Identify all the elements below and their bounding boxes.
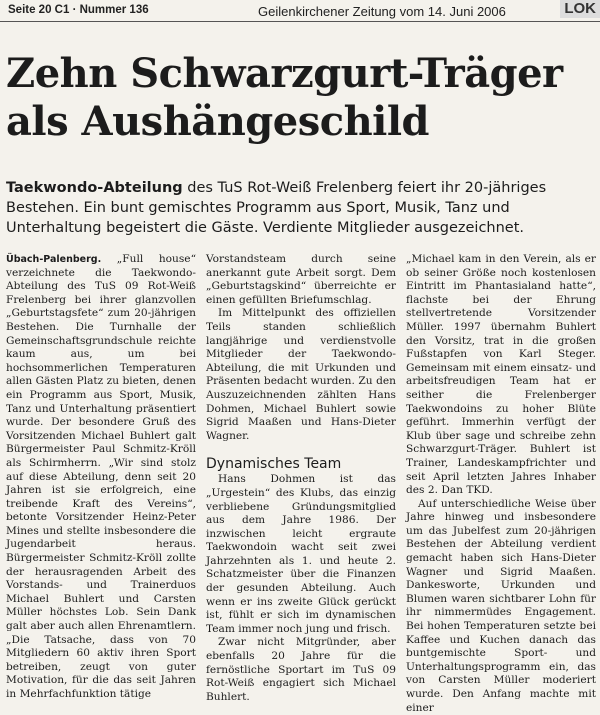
article-headline: [6, 50, 596, 146]
dateline: Übach-Palenberg.: [6, 254, 102, 265]
body-column-2: [206, 253, 396, 703]
body-paragraph: [6, 253, 196, 702]
subheading: Dynamisches Team: [206, 456, 342, 473]
article-lead: [6, 178, 596, 238]
lead-text: des TuS Rot-Weiß Frelenberg feiert ihr 20-jähriges Bestehen. Ein bunt gemischtes Programm aus Sport, Musik, Tanz und Unterhaltung begeistert die Gäste. Verdiente Mitglieder ausgezeichnet.: [6, 180, 547, 236]
publication-line: Geilenkirchener Zeitung vom 14. Juni 2006: [258, 4, 506, 19]
body-paragraph: Im Mittelpunkt des offiziellen Teils standen schließlich langjährige und verdienstvolle Mitglieder der Taekwondo-Abteilung, die mit Urkunden und Präsenten bedacht wurden. Zu den Auszuzeichnenden zählten Hans Dohmen, Michael Buhlert sowie Sigrid Maaßen und Hans-Dieter Wagner.: [206, 307, 396, 442]
headline-line-2: als Aushängeschild: [6, 98, 430, 145]
lead-kicker: Taekwondo-Abteilung: [6, 180, 183, 196]
paragraph-text: „Full house“ verzeichnete die Taekwondo-Abteilung des TuS 09 Rot-Weiß Frelenberg bei ihrer glanzvollen „Geburtstagsfete“ zum 20-jährigen Bestehen. Die Turnhalle der Gemeinschaftsgrundschule reichte kaum aus, um bei hochsommerlichen Temperaturen allen Gästen Platz zu bieten, denen ein Programm aus Sport, Musik, Tanz und Unterhaltung präsentiert wurde. Der besondere Gruß des Vorsitzenden Michael Buhlert galt Bürgermeister Paul Schmitz-Kröll als Schirmherrn. „Wir sind stolz auf diese Abteilung, denn seit 20 Jahren ist sie erfolgreich, eine treibende Kraft des Vereins“, betonte Vorsitzender Heinz-Peter Mines und stellte insbesondere die Jugendarbeit heraus. Bürgermeister Schmitz-Kröll zollte der herausragenden Arbeit des Vorstands- und Trainerduos Michael Buhlert und Carsten Müller höchstes Lob. Sein Dank galt aber auch allen Ehrenamtlern. „Die Tatsache, dass von 70 Mitgliedern 60 aktiv ihren Sport betreiben, zeugt von guter Motivation, für die das seit Jahren in Mehrfachfunktion tätige: [6, 253, 196, 700]
article-body: [6, 253, 596, 714]
section-tag: LOK: [560, 0, 600, 18]
headline-line-1: Zehn Schwarzgurt-Träger: [6, 50, 563, 97]
page-header: [0, 0, 600, 22]
body-paragraph: Hans Dohmen ist das „Urgestein“ des Klubs, das einzig verbliebene Gründungsmitglied aus dem Jahre 1986. Der inzwischen leicht ergraute Taekwondoin wacht seit zwei Jahrzehnten als 1. und heute 2. Schatzmeister über die Finanzen der gesunden Abteilung. Auch wenn er ins zweite Glück gerückt ist, fühlt er sich im dynamischen Team immer noch jung und frisch.: [206, 473, 396, 635]
body-paragraph: Auf unterschiedliche Weise über Jahre hinweg und insbesondere um das Jubelfest zum 20-jährigen Bestehen der Abteilung verdient gemacht haben sich Hans-Dieter Wagner und Sigrid Maaßen. Dankesworte, Urkunden und Blumen waren sichtbarer Lohn für ihr nimmermüdes Engagement. Bei hohen Temperaturen setzte bei Kaffee und Kuchen danach das buntgemischte Sport- und Unterhaltungsprogramm ein, das von Carsten Müller moderiert wurde. Den Anfang machte mit einer: [406, 497, 596, 714]
body-paragraph: Vorstandsteam durch seine anerkannt gute Arbeit sorgt. Dem „Geburtstagskind“ überreichte er einen gefüllten Briefumschlag.: [206, 253, 396, 306]
body-column-3: [406, 253, 596, 714]
body-column-1: [6, 253, 196, 700]
body-paragraph: Zwar nicht Mitgründer, aber ebenfalls 20 Jahre für die fernöstliche Sportart im TuS 09 Rot-Weiß engagiert sich Michael Buhlert.: [206, 636, 396, 703]
page-info: Seite 20 C1 · Nummer 136: [8, 4, 149, 16]
body-paragraph: „Michael kam in den Verein, als er ob seiner Größe noch kostenlosen Eintritt im Phantasialand hatte“, flachste bei der Ehrung stellvertretende Vorsitzender Müller. 1997 übernahm Buhlert den Vorsitz, trat in die großen Fußstapfen von Karl Steger. Gemeinsam mit einem einsatz- und arbeitsfreudigen Team hat er seither die Frelenberger Taekwondoins zu hoher Blüte geführt. Immerhin verfügt der Klub über sage und schreibe zehn Schwarzgurt-Träger. Buhlert ist Trainer, Landeskampfrichter und seit April letzten Jahres Inhaber des 2. Dan TKD.: [406, 253, 596, 497]
